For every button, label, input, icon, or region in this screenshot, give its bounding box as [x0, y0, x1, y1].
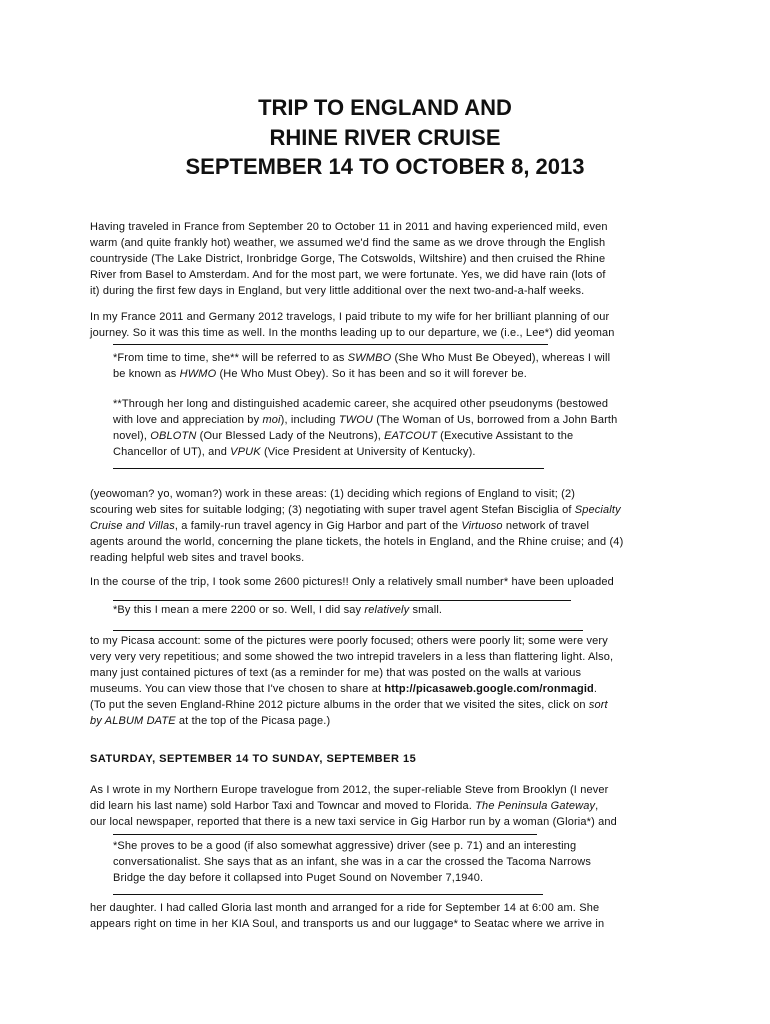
text-line: be known as HWMO (He Who Must Obey). So it has been and so it will forever be. — [113, 368, 527, 380]
text-line: her daughter. I had called Gloria last month and arranged for a ride for September 14 at 6:00 am. She — [90, 902, 600, 914]
picasa-paragraph — [90, 633, 680, 729]
text-line: with love and appreciation by moi), including TWOU (The Woman of Us, borrowed from a John Barth — [113, 414, 618, 426]
text-line: it) during the first few days in England, but very little additional over the next two-and-a-half weeks. — [90, 285, 585, 297]
planning-paragraph — [90, 309, 680, 341]
text-line: Chancellor of UT), and VPUK (Vice President at University of Kentucky). — [113, 446, 476, 458]
text-line: (To put the seven England-Rhine 2012 picture albums in the order that we visited the sites, click on sort — [90, 699, 608, 711]
text-line: In the course of the trip, I took some 2600 pictures!! Only a relatively small number* have been uploaded — [90, 576, 614, 588]
text-line: agents around the world, concerning the plane tickets, the hotels in England, and the Rhine cruise; and (4) — [90, 536, 624, 548]
text-line: museums. You can view those that I've chosen to share at http://picasaweb.google.com/ronmagid. — [90, 683, 598, 695]
text-line: *She proves to be a good (if also somewhat aggressive) driver (see p. 71) and an interesting — [113, 840, 577, 852]
text-line: Bridge the day before it collapsed into Puget Sound on November 7,1940. — [113, 872, 484, 884]
text-line: warm (and quite frankly hot) weather, we assumed we'd find the same as we drove through the English — [90, 237, 606, 249]
text-line: Cruise and Villas, a family-run travel agency in Gig Harbor and part of the Virtuoso network of travel — [90, 520, 590, 532]
text-line: *By this I mean a mere 2200 or so. Well, I did say relatively small. — [113, 604, 443, 616]
title-line-2: RHINE RIVER CRUISE — [269, 124, 501, 150]
text-line: did learn his last name) sold Harbor Taxi and Towncar and moved to Florida. The Peninsula Gateway, — [90, 800, 599, 812]
text-line: scouring web sites for suitable lodging; (3) negotiating with super travel agent Stefan Bisciglia of Specialty — [90, 504, 621, 516]
footnote-rule — [113, 344, 548, 345]
text-line: (yeowoman? yo, woman?) work in these areas: (1) deciding which regions of England to visit; (2) — [90, 488, 576, 500]
text-line: reading helpful web sites and travel books. — [90, 552, 305, 564]
text-line: journey. So it was this time as well. In the months leading up to our departure, we (i.e., Lee*) did yeoman — [90, 327, 615, 339]
footnote-gloria — [113, 838, 680, 886]
text-line: very very very repetitious; and some showed the two intrepid travelers in a less than flattering light. Also, — [90, 651, 614, 663]
text-line: countryside (The Lake District, Ironbridge Gorge, The Cotswolds, Wiltshire) and then cruised the Rhine — [90, 253, 606, 265]
footnote-rule — [113, 630, 583, 631]
footnote-rule — [113, 894, 543, 895]
text-line: In my France 2011 and Germany 2012 travelogs, I paid tribute to my wife for her brilliant planning of our — [90, 311, 610, 323]
text-line: Having traveled in France from September 20 to October 11 in 2011 and having experienced mild, even — [90, 221, 608, 233]
footnote-rule — [113, 834, 537, 835]
document-title — [90, 93, 680, 182]
planning-continued-paragraph — [90, 486, 680, 566]
taxi-paragraph — [90, 782, 680, 830]
text-line: **Through her long and distinguished academic career, she acquired other pseudonyms (bestowed — [113, 398, 609, 410]
pictures-paragraph — [90, 574, 680, 590]
text-line: many just contained pictures of text (as a reminder for me) that was posted on the walls at various — [90, 667, 582, 679]
footnote-picture-count — [113, 602, 680, 618]
text-line: conversationalist. She says that as an infant, she was in a car the crossed the Tacoma Narrows — [113, 856, 591, 868]
text-line: our local newspaper, reported that there is a new taxi service in Gig Harbor run by a woman (Gloria*) and — [90, 816, 617, 828]
intro-paragraph — [90, 219, 680, 299]
ride-paragraph — [90, 900, 680, 932]
text-line: to my Picasa account: some of the pictures were poorly focused; others were poorly lit; some were very — [90, 635, 608, 647]
footnote-pseudonyms — [113, 396, 680, 460]
text-line: appears right on time in her KIA Soul, and transports us and our luggage* to Seatac where we arrive in — [90, 918, 605, 930]
title-line-3: SEPTEMBER 14 TO OCTOBER 8, 2013 — [185, 154, 585, 179]
text-line: As I wrote in my Northern Europe travelogue from 2012, the super-reliable Steve from Brooklyn (I never — [90, 784, 609, 796]
section-heading: SATURDAY, SEPTEMBER 14 TO SUNDAY, SEPTEMBER 15 — [90, 753, 417, 765]
text-line: *From time to time, she** will be referred to as SWMBO (She Who Must Be Obeyed), whereas I will — [113, 352, 611, 364]
footnote-rule — [113, 600, 571, 601]
text-line: novel), OBLOTN (Our Blessed Lady of the Neutrons), EATCOUT (Executive Assistant to the — [113, 430, 574, 442]
footnote-rule — [113, 468, 544, 469]
title-line-1: TRIP TO ENGLAND AND — [258, 95, 512, 120]
text-line: by ALBUM DATE at the top of the Picasa page.) — [90, 715, 331, 727]
picasa-link[interactable]: http://picasaweb.google.com/ronmagid — [384, 683, 594, 695]
footnote-swmbo — [113, 350, 680, 382]
text-line: River from Basel to Amsterdam. And for the most part, we were fortunate. Yes, we did have rain (lots of — [90, 269, 606, 281]
